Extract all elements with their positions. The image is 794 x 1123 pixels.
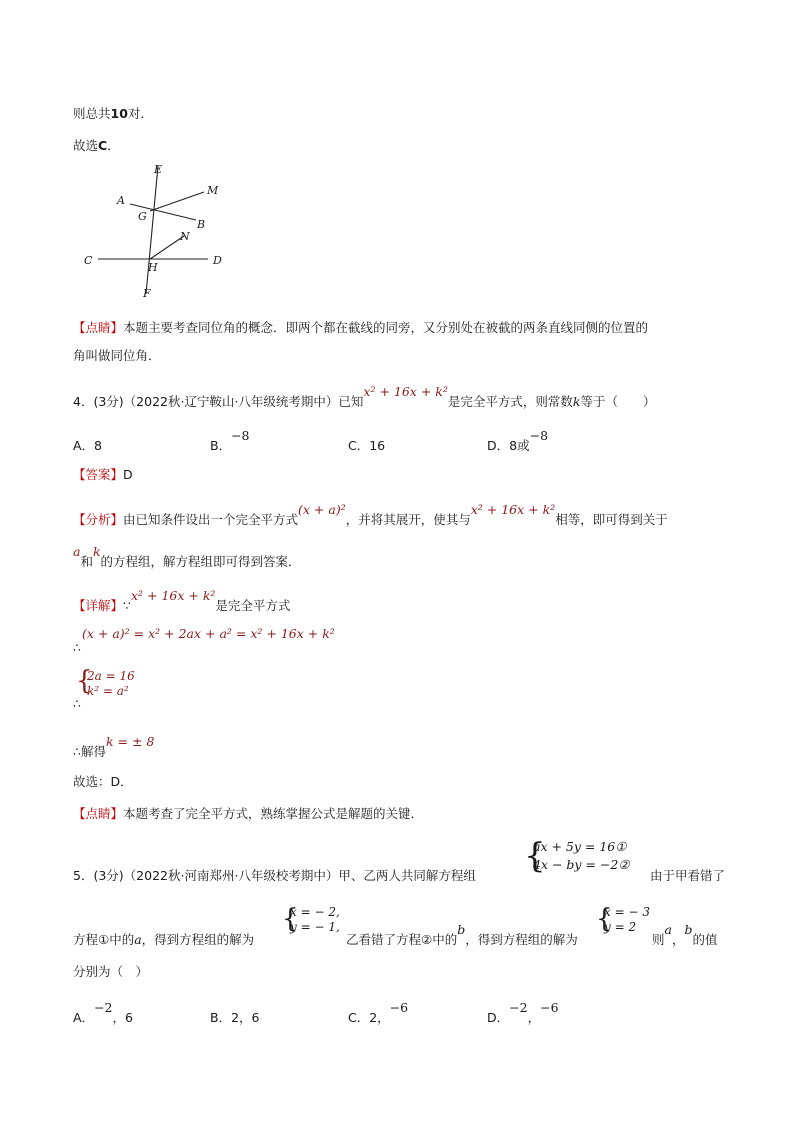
q5-solution-1 [290,905,340,935]
solution-y: y = 2 [604,920,637,934]
q5-option-c[interactable] [348,1000,409,1026]
option-text: C．16 [348,438,386,453]
formula-sq: (x + a)² [298,502,346,517]
comment-line-2 [73,346,161,364]
analysis-text: 相等，即可得到关于 [555,512,668,527]
label-F: F [143,287,151,300]
system-eq-1: 2a = 16 [87,669,135,683]
question-text: 等于（ ） [580,394,656,409]
q4-comment [73,804,423,822]
question-text: ，得到方程组的解为 [141,932,255,947]
label-N: N [180,230,190,243]
q4-answer [73,465,133,483]
system-brace: { [524,836,546,876]
q5-stem-cont: 由于甲看错了 [650,868,726,883]
q5-stem-line-2b [346,922,578,948]
q4-expand-formula: (x + a)² = x² + 2ax + a² = x² + 16x + k² [82,626,335,641]
q4-stem [73,384,656,410]
option-text: D． [487,1010,510,1025]
line-HN [150,236,184,259]
question-text: ， [671,932,685,947]
q4-option-d[interactable] [487,428,549,454]
geometry-figure [80,158,240,308]
var-b: b [457,922,466,937]
label-G: G [138,210,147,223]
system-brace: { [282,904,299,934]
label-M: M [207,184,219,197]
q5-option-b[interactable] [210,1008,259,1026]
label-E: E [154,163,163,176]
q5-stem-line-2a [73,930,254,948]
solve-value: k = ± 8 [105,734,155,749]
therefore-symbol: ∴ [73,696,81,711]
system-brace: { [596,904,613,934]
system-eq-2: k² = a² [87,684,129,698]
question-text: 的值 [692,932,718,947]
var-a: a [134,932,142,947]
analysis-text: 的方程组，解方程组即可得到答案． [100,554,301,569]
solution-y: y = − 1, [290,920,340,934]
comment-text: 角叫做同位角． [73,348,161,363]
conclusion-line [73,104,153,122]
answer-value: D [123,467,133,482]
label-B: B [197,218,206,231]
question-text: 方程①中的 [73,932,135,947]
option-text: B．2，6 [210,1010,260,1025]
comment-tag: 【点睛】 [73,320,124,335]
label-H: H [148,261,158,274]
text: 故选 [73,138,99,153]
option-text: C．2， [348,1010,390,1025]
because-symbol: ∵ [123,598,131,613]
analysis-text: 由已知条件设出一个完全平方式 [123,512,299,527]
question-text: ，得到方程组的解为 [465,932,578,947]
question-text: 则 [652,932,665,947]
comment-tag: 【点睛】 [73,806,124,821]
option-text: B． [210,438,232,453]
q5-solution-2 [604,905,650,935]
q4-pick: 故选：D． [73,774,133,789]
system-eq-1: ax + 5y = 16① [533,839,627,854]
option-text: ，6 [112,1010,133,1025]
q5-stem-line-1 [73,866,476,884]
formula-poly: x² + 16x + k² [130,588,216,603]
option-value: −2 [509,1000,528,1015]
choice-line [73,136,120,154]
formula-poly: x² + 16x + k² [470,502,556,517]
var-b: b [684,922,693,937]
comment-line-1 [73,318,648,336]
var-a: a [73,544,81,559]
q5-option-a[interactable] [73,1000,133,1026]
option-value: −6 [389,1000,409,1015]
count-value: 10 [110,106,128,121]
system-eq-2: 4x − by = −2② [533,857,630,872]
question-text: 乙看错了方程②中的 [346,932,458,947]
q4-option-b[interactable] [210,428,250,454]
comment-text: 本题主要考查同位角的概念．即两个都在截线的同旁，又分别处在被截的两条直线同侧的位置的 [123,320,649,335]
question-text: 4．(3分)（2022秋·辽宁鞍山·八年级统考期中）已知 [73,394,364,409]
question-text: 5．(3分)（2022秋·河南郑州·八年级校考期中）甲、乙两人共同解方程组 [73,868,476,883]
comment-text: 本题考查了完全平方式，熟练掌握公式是解题的关键． [123,806,424,821]
solution-x: x = − 2, [290,905,340,919]
q5-stem-line-3: 分别为（ ） [73,964,149,979]
var-k: k [572,394,581,409]
q4-detail-line-1 [73,588,291,614]
q5-system [533,838,630,874]
system-brace: { [76,666,93,696]
line-GM [150,192,204,211]
option-value: −6 [540,1000,559,1015]
label-D: D [213,254,222,267]
label-A: A [117,194,125,207]
q4-option-a[interactable] [73,436,102,454]
choice-value: C [98,138,108,153]
q4-option-c[interactable] [348,436,385,454]
question-text: 是完全平方式，则常数 [447,394,573,409]
text: ． [107,138,120,153]
q4-solve [73,734,155,760]
analysis-text: ，并将其展开，使其与 [345,512,471,527]
analysis-tag: 【分析】 [73,512,124,527]
q4-analysis-line-2 [73,544,301,570]
line-EF [146,166,158,294]
var-k: k [92,544,101,559]
var-a: a [664,922,672,937]
solve-text: ∴解得 [73,744,106,759]
detail-tag: 【详解】 [73,598,124,613]
q5-stem-line-2c [652,922,718,948]
answer-tag: 【答案】 [73,467,124,482]
q4-system [87,669,135,699]
option-value: −2 [94,1000,113,1015]
analysis-text: 和 [80,554,93,569]
option-text: ， [527,1010,541,1025]
detail-text: 是完全平方式 [215,598,291,613]
text: 对． [127,106,153,121]
text: 则总共 [73,106,111,121]
q5-option-d[interactable] [487,1000,559,1026]
solution-x: x = − 3 [604,905,650,919]
formula-poly: x² + 16x + k² [363,384,448,399]
therefore-symbol: ∴ [73,640,81,655]
option-value: −8 [231,428,250,443]
q4-analysis-line-1 [73,502,668,528]
option-text: A．8 [73,438,103,453]
option-text: D．8或 [487,438,530,453]
option-value: −8 [529,428,549,443]
label-C: C [84,254,93,267]
option-text: A． [73,1010,95,1025]
